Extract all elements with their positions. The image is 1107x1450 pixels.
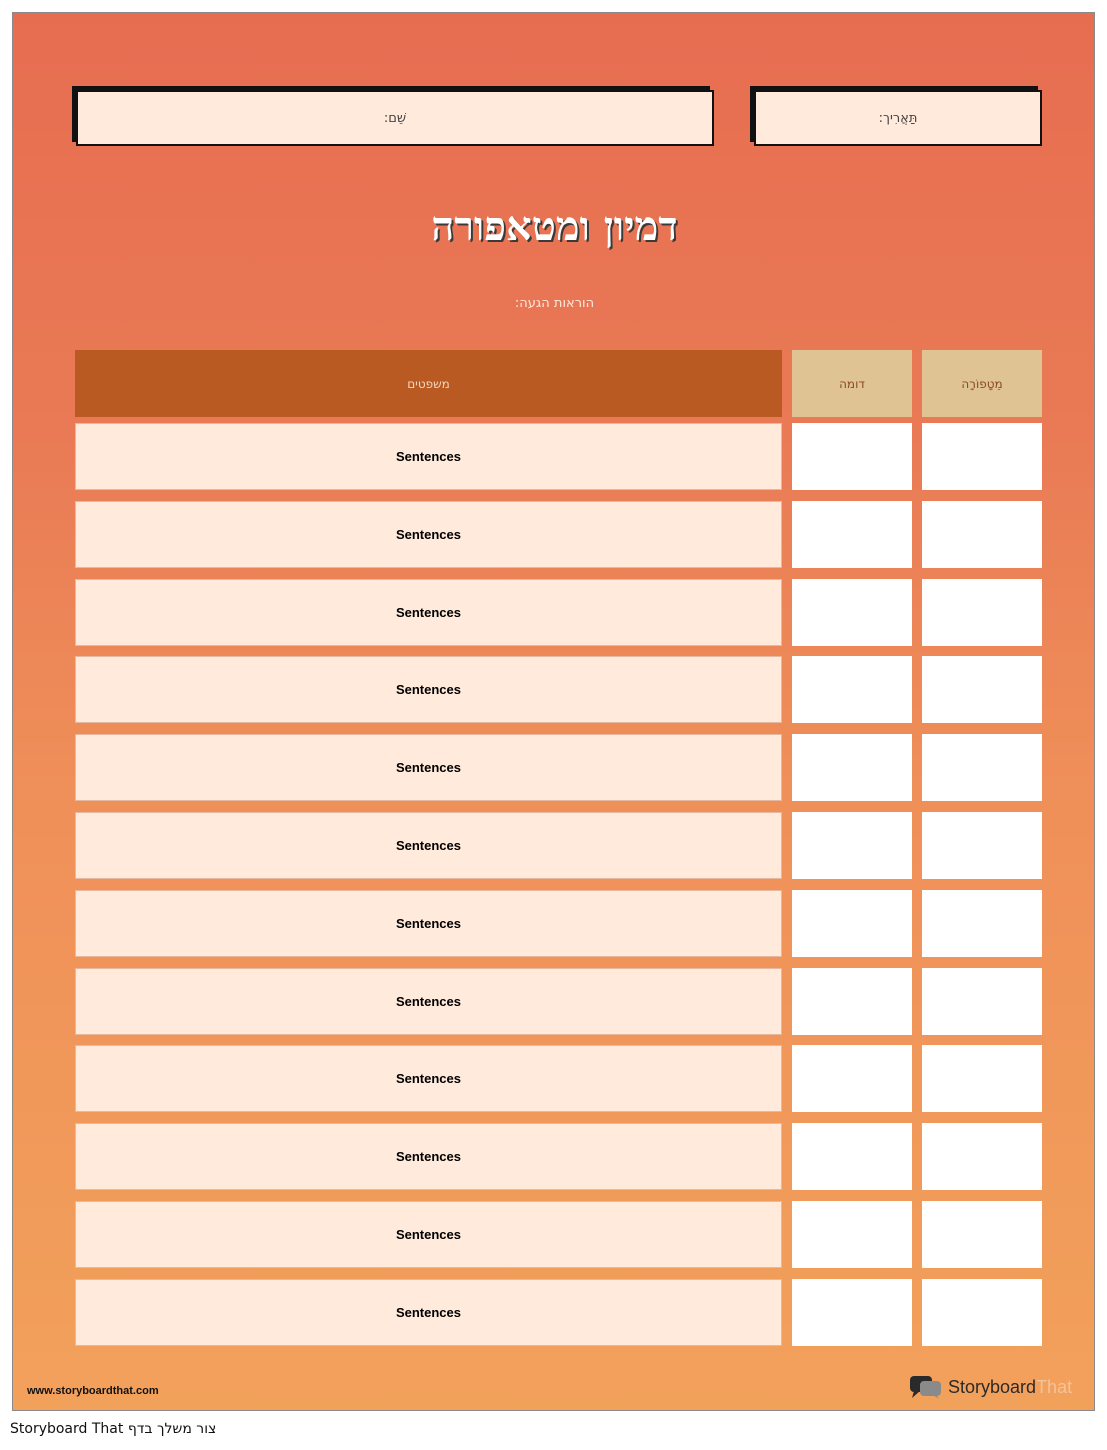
metaphor-answer-box[interactable] [922, 1123, 1042, 1190]
simile-answer-box[interactable] [792, 656, 912, 723]
footer-url: www.storyboardthat.com [27, 1385, 159, 1397]
column-header-sentences: משפטים [75, 350, 782, 417]
column-header-simile: דומה [792, 350, 912, 417]
sentence-cell[interactable]: Sentences [75, 423, 782, 490]
sentence-cell[interactable]: Sentences [75, 1045, 782, 1112]
caption-hebrew: צור משלך בדף [127, 1421, 217, 1437]
metaphor-answer-box[interactable] [922, 1045, 1042, 1112]
storyboardthat-logo [909, 1374, 1072, 1400]
metaphor-answer-box[interactable] [922, 734, 1042, 801]
simile-answer-box[interactable] [792, 579, 912, 646]
metaphor-answer-box[interactable] [922, 1279, 1042, 1346]
sentence-cell[interactable]: Sentences [75, 1201, 782, 1268]
worksheet [12, 12, 1095, 1411]
simile-answer-box[interactable] [792, 1201, 912, 1268]
column-header-metaphor: מֵטָפוֹרָה [922, 350, 1042, 417]
metaphor-answer-box[interactable] [922, 423, 1042, 490]
metaphor-answer-box[interactable] [922, 501, 1042, 568]
name-field[interactable] [76, 90, 714, 146]
metaphor-answer-box[interactable] [922, 579, 1042, 646]
simile-answer-box[interactable] [792, 1279, 912, 1346]
metaphor-answer-box[interactable] [922, 1201, 1042, 1268]
simile-answer-box[interactable] [792, 968, 912, 1035]
simile-answer-box[interactable] [792, 812, 912, 879]
sentence-cell[interactable]: Sentences [75, 501, 782, 568]
speech-bubbles-icon [909, 1374, 943, 1400]
instructions-label: הוראות הגעה: [514, 296, 595, 311]
sentence-cell[interactable]: Sentences [75, 734, 782, 801]
sentence-cell[interactable]: Sentences [75, 812, 782, 879]
sentence-cell[interactable]: Sentences [75, 968, 782, 1035]
simile-answer-box[interactable] [792, 1045, 912, 1112]
logo-word-storyboard: Storyboard [948, 1376, 1037, 1397]
metaphor-answer-box[interactable] [922, 890, 1042, 957]
sentence-cell[interactable]: Sentences [75, 890, 782, 957]
metaphor-answer-box[interactable] [922, 968, 1042, 1035]
metaphor-answer-box[interactable] [922, 812, 1042, 879]
name-label: שֵׁם: [383, 110, 407, 126]
simile-answer-box[interactable] [792, 501, 912, 568]
sentence-cell[interactable]: Sentences [75, 579, 782, 646]
logo-word-that: That [1036, 1376, 1073, 1397]
metaphor-answer-box[interactable] [922, 656, 1042, 723]
page-caption [10, 1421, 216, 1437]
simile-answer-box[interactable] [792, 1123, 912, 1190]
simile-answer-box[interactable] [792, 734, 912, 801]
sentence-cell[interactable]: Sentences [75, 656, 782, 723]
simile-answer-box[interactable] [792, 423, 912, 490]
sentence-cell[interactable]: Sentences [75, 1123, 782, 1190]
worksheet-title: דמיון ומטאפורה [431, 203, 678, 250]
sentence-cell[interactable]: Sentences [75, 1279, 782, 1346]
simile-answer-box[interactable] [792, 890, 912, 957]
date-label: תַּאֲרִיך: [878, 110, 918, 126]
date-field[interactable] [754, 90, 1042, 146]
caption-brand: Storyboard That [10, 1421, 124, 1437]
